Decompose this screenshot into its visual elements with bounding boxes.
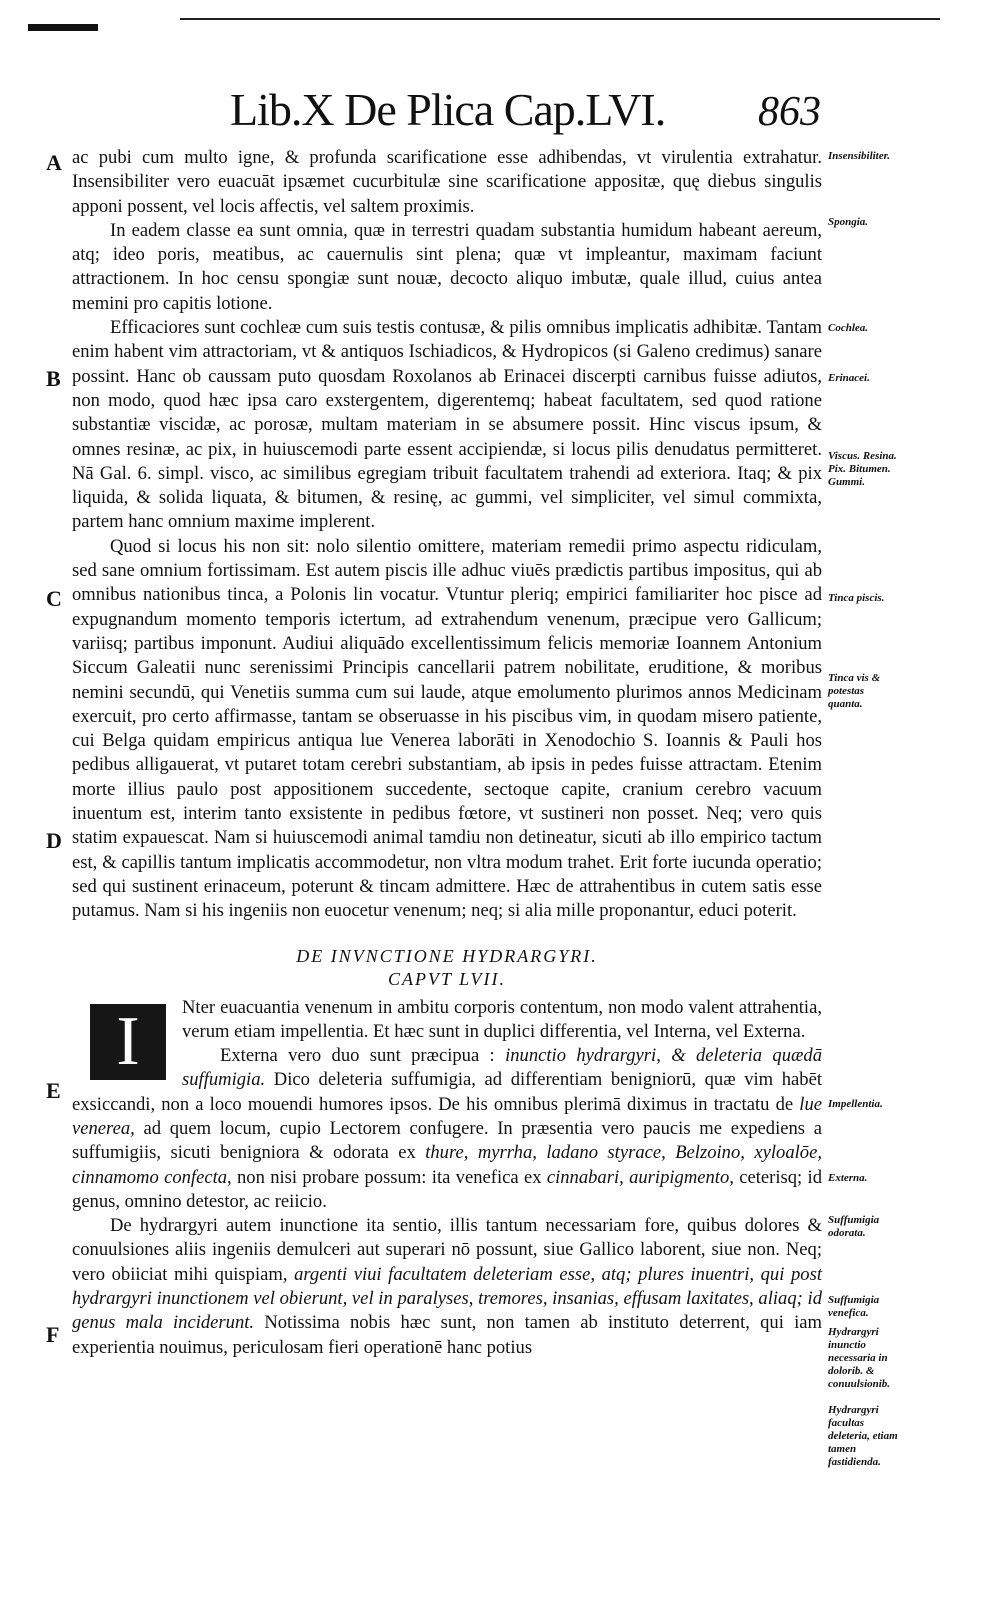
margin-note: Externa.	[828, 1172, 868, 1184]
section-letter-b: B	[46, 366, 61, 391]
section-letter-d: D	[46, 828, 62, 853]
chapter-number: CAPVT LVII.	[387, 968, 506, 989]
margin-note: Erinacei.	[828, 372, 870, 384]
page-header	[0, 82, 1000, 142]
ornament-rule	[28, 24, 98, 31]
text-span: non nisi probare possum: ita venefica ex	[231, 1166, 547, 1188]
text-span: Notissima nobis hæc sunt, non tamen ab instituto deterrent, qui iam experientia nouimus, periculosam fieri operationē hanc potius	[72, 1312, 822, 1358]
italic-span: inunctio hydrargyri, & deleteria quædā suffumigia.	[182, 1045, 822, 1091]
running-title: Lib.X De Plica Cap.LVI.	[230, 84, 666, 135]
margin-note: Insensibiliter.	[828, 150, 891, 162]
section-letter-a: A	[46, 150, 62, 175]
italic-span: lue venerea,	[72, 1093, 822, 1139]
decorated-initial: I	[86, 1000, 170, 1084]
top-rule	[180, 18, 940, 20]
page-number: 863	[758, 89, 821, 135]
main-text	[72, 146, 822, 1360]
text-span: ad quem locum, cupio Lectorem confugere. In præsentia vero paucis me expediens a suffumigiis, sicuti benigniora & odorata ex	[72, 1117, 822, 1164]
paragraph-text: Nter euacuantia venenum in ambitu corporis contentum, non modo valent attrahentia, verum etiam impellentia. Et hæc sunt in duplici differentia, vel Interna, vel Externa.	[182, 996, 822, 1042]
paragraph	[72, 1044, 822, 1214]
text-span: De hydrargyri autem inunctione ita sentio, illis tantum necessariam fore, quibus dolores & conuulsiones aliis ingeniis demulceri aut superari nō possunt, siue Gallico laborent, siue non. Neq; vero obiiciat mihi quispiam,	[72, 1215, 822, 1285]
paragraph	[72, 1214, 822, 1360]
section-letter-f: F	[46, 1322, 60, 1347]
margin-note: Tinca vis & potestas quanta.	[828, 672, 881, 710]
paragraph: ac pubi cum multo igne, & profunda scarificatione esse adhibendas, vt virulentia extrahatur. Insensibiliter vero euacuāt ipsæmet cucurbitulæ sine scarificatione appositæ, quę diebus singulis apponi possent, vel locis affectis, vel saltem proximis.	[72, 147, 822, 217]
italic-span: cinnabari, auripigmento,	[546, 1166, 734, 1188]
margin-note: Impellentia.	[828, 1098, 883, 1110]
margin-note: Hydrargyri inunctio necessaria in dolorib. & conuulsionib.	[828, 1326, 891, 1390]
margin-note: Suffumigia odorata.	[828, 1214, 880, 1239]
paragraph: Quod si locus his non sit: nolo silentio omittere, materiam remedii primo aspectu ridiculam, sed sane omnium fortissimam. Est autem piscis ille adhuc viuēs prædictis partibus impositus, qui ab omnibus nationibus tinca, a Polonis lin vocatur. Vtuntur pleriq; empirici familiariter hoc pisce ad expugnandum momento temporis ictertum, ad extrahendum venenum, præcipue vero Gallicum; variisq; partibus imponunt. Audiui aliquādo excellentissimum felicis memoriæ Ioannem Antonium Siccum Galeatii nunc serenissimi Principis cancellarii patrem nobilitate, eruditione, & moribus nemini secundū, qui Venetiis summa cum sui laude, atque emolumento plurimos annos Medicinam exercuit, pro certo affirmasse, tantam se obseruasse in his piscibus vim, in quodam misero patiente, cui Belga quidam empiricus antiqua lue Venerea laborāti in Xenodochio S. Ioannis & Pauli hos pedibus alligauerat, vt putaret totam cerebri substantiam, ab ipsis in pedes fuisse attractam. Etenim morte illius paulo post appositionem succedente, sectoque capite, cranium cerebro vacuum inuentum est, interim tanto exsistente in pedibus fœtore, vt sustineri non posset. Neq; vero quis statim expauescat. Nam si huiuscemodi animal tamdiu non detineatur, sicuti ab illo empirico tactum est, & capillis tantum implicatis accommodetur, non vltra modum trahet. Erit forte iucunda operatio; sed qui sustinent erinaceum, poterunt & tincam admittere. Hæc de attrahentibus in cutem satis esse putamus. Nam si his ingeniis non euocetur venenum; neq; si alia mille proponantur, educi poterit.	[72, 535, 822, 922]
text-span: Dico deleteria suffumigia, ad differentiam benigniorū, quæ vim habēt exsiccandi, non a loco mouendi humores ipsos. De his omnibus plerimā diximus in tractatu de	[72, 1069, 822, 1115]
italic-span: argenti viui facultatem deleteriam esse, atq; plures inuentri, qui post hydrargyri inunctionem vel obierunt, vel in paralyses, tremores, insanias, effusam laxitates, aliaq; id genus mala inciderunt.	[72, 1263, 822, 1334]
paragraph: In eadem classe ea sunt omnia, quæ in terrestri quadam substantia humidum habeant aereum, atq; ideo poris, meatibus, ac cauernulis sint plena; quæ vt impleantur, maximam faciunt attractionem. In hoc censu spongiæ sunt nouæ, decocto aliquo imbutæ, quale illud, cuius antea memini pro capitis lotione.	[72, 219, 822, 314]
section-heading: DE INVNCTIONE HYDRARGYRI.	[296, 945, 598, 966]
margin-note: Hydrargyri facultas deleteria, etiam tamen fastidienda.	[828, 1404, 898, 1468]
italic-span: thure, myrrha, ladano styrace, Belzoino, xyloalōe, cinnamomo confecta,	[72, 1142, 822, 1188]
text-span: ceterisq; id genus, omnino detestor, ac reiicio.	[72, 1166, 822, 1212]
margin-note: Cochlea.	[828, 322, 869, 334]
text-span: Externa vero duo sunt præcipua :	[220, 1045, 506, 1067]
margin-note: Spongia.	[828, 216, 869, 228]
margin-note: Tinca piscis.	[828, 592, 885, 604]
section-letter-e: E	[46, 1078, 61, 1103]
margin-note: Viscus. Resina. Pix. Bitumen. Gummi.	[828, 450, 897, 488]
margin-note: Suffumigia venefica.	[828, 1294, 880, 1319]
section-letter-c: C	[46, 586, 62, 611]
paragraph: Efficaciores sunt cochleæ cum suis testis contusæ, & pilis omnibus implicatis adhibitæ. Tantam enim habent vim attractoriam, vt & antiquos Ischiadicos, & Hydropicos (si Galeno credimus) sanare possint. Hanc ob caussam puto quosdam Roxolanos ab Erinacei discerpti carnibus fuisse adiutos, non modo, quod hæc ipsa caro exstergentem, digerentemq; habeat facultatem, sed quod ratione substantiæ viscidæ, ac porosæ, multam materiam in se absumere possit. Hinc viscus ipsum, & omnes resinæ, ac pix, in huiuscemodi parte essent accipiendæ, si locus pilis denudatus permitteret. Nā Gal. 6. simpl. visco, ac similibus egregiam tribuit facultatem trahendi ad exteriora. Itaq; & pix liquida, & solida liquata, & bitumen, & resinę, ac gummi, vel simpliciter, vel simul commixta, partem hanc omnium maxime implerent.	[72, 317, 822, 533]
